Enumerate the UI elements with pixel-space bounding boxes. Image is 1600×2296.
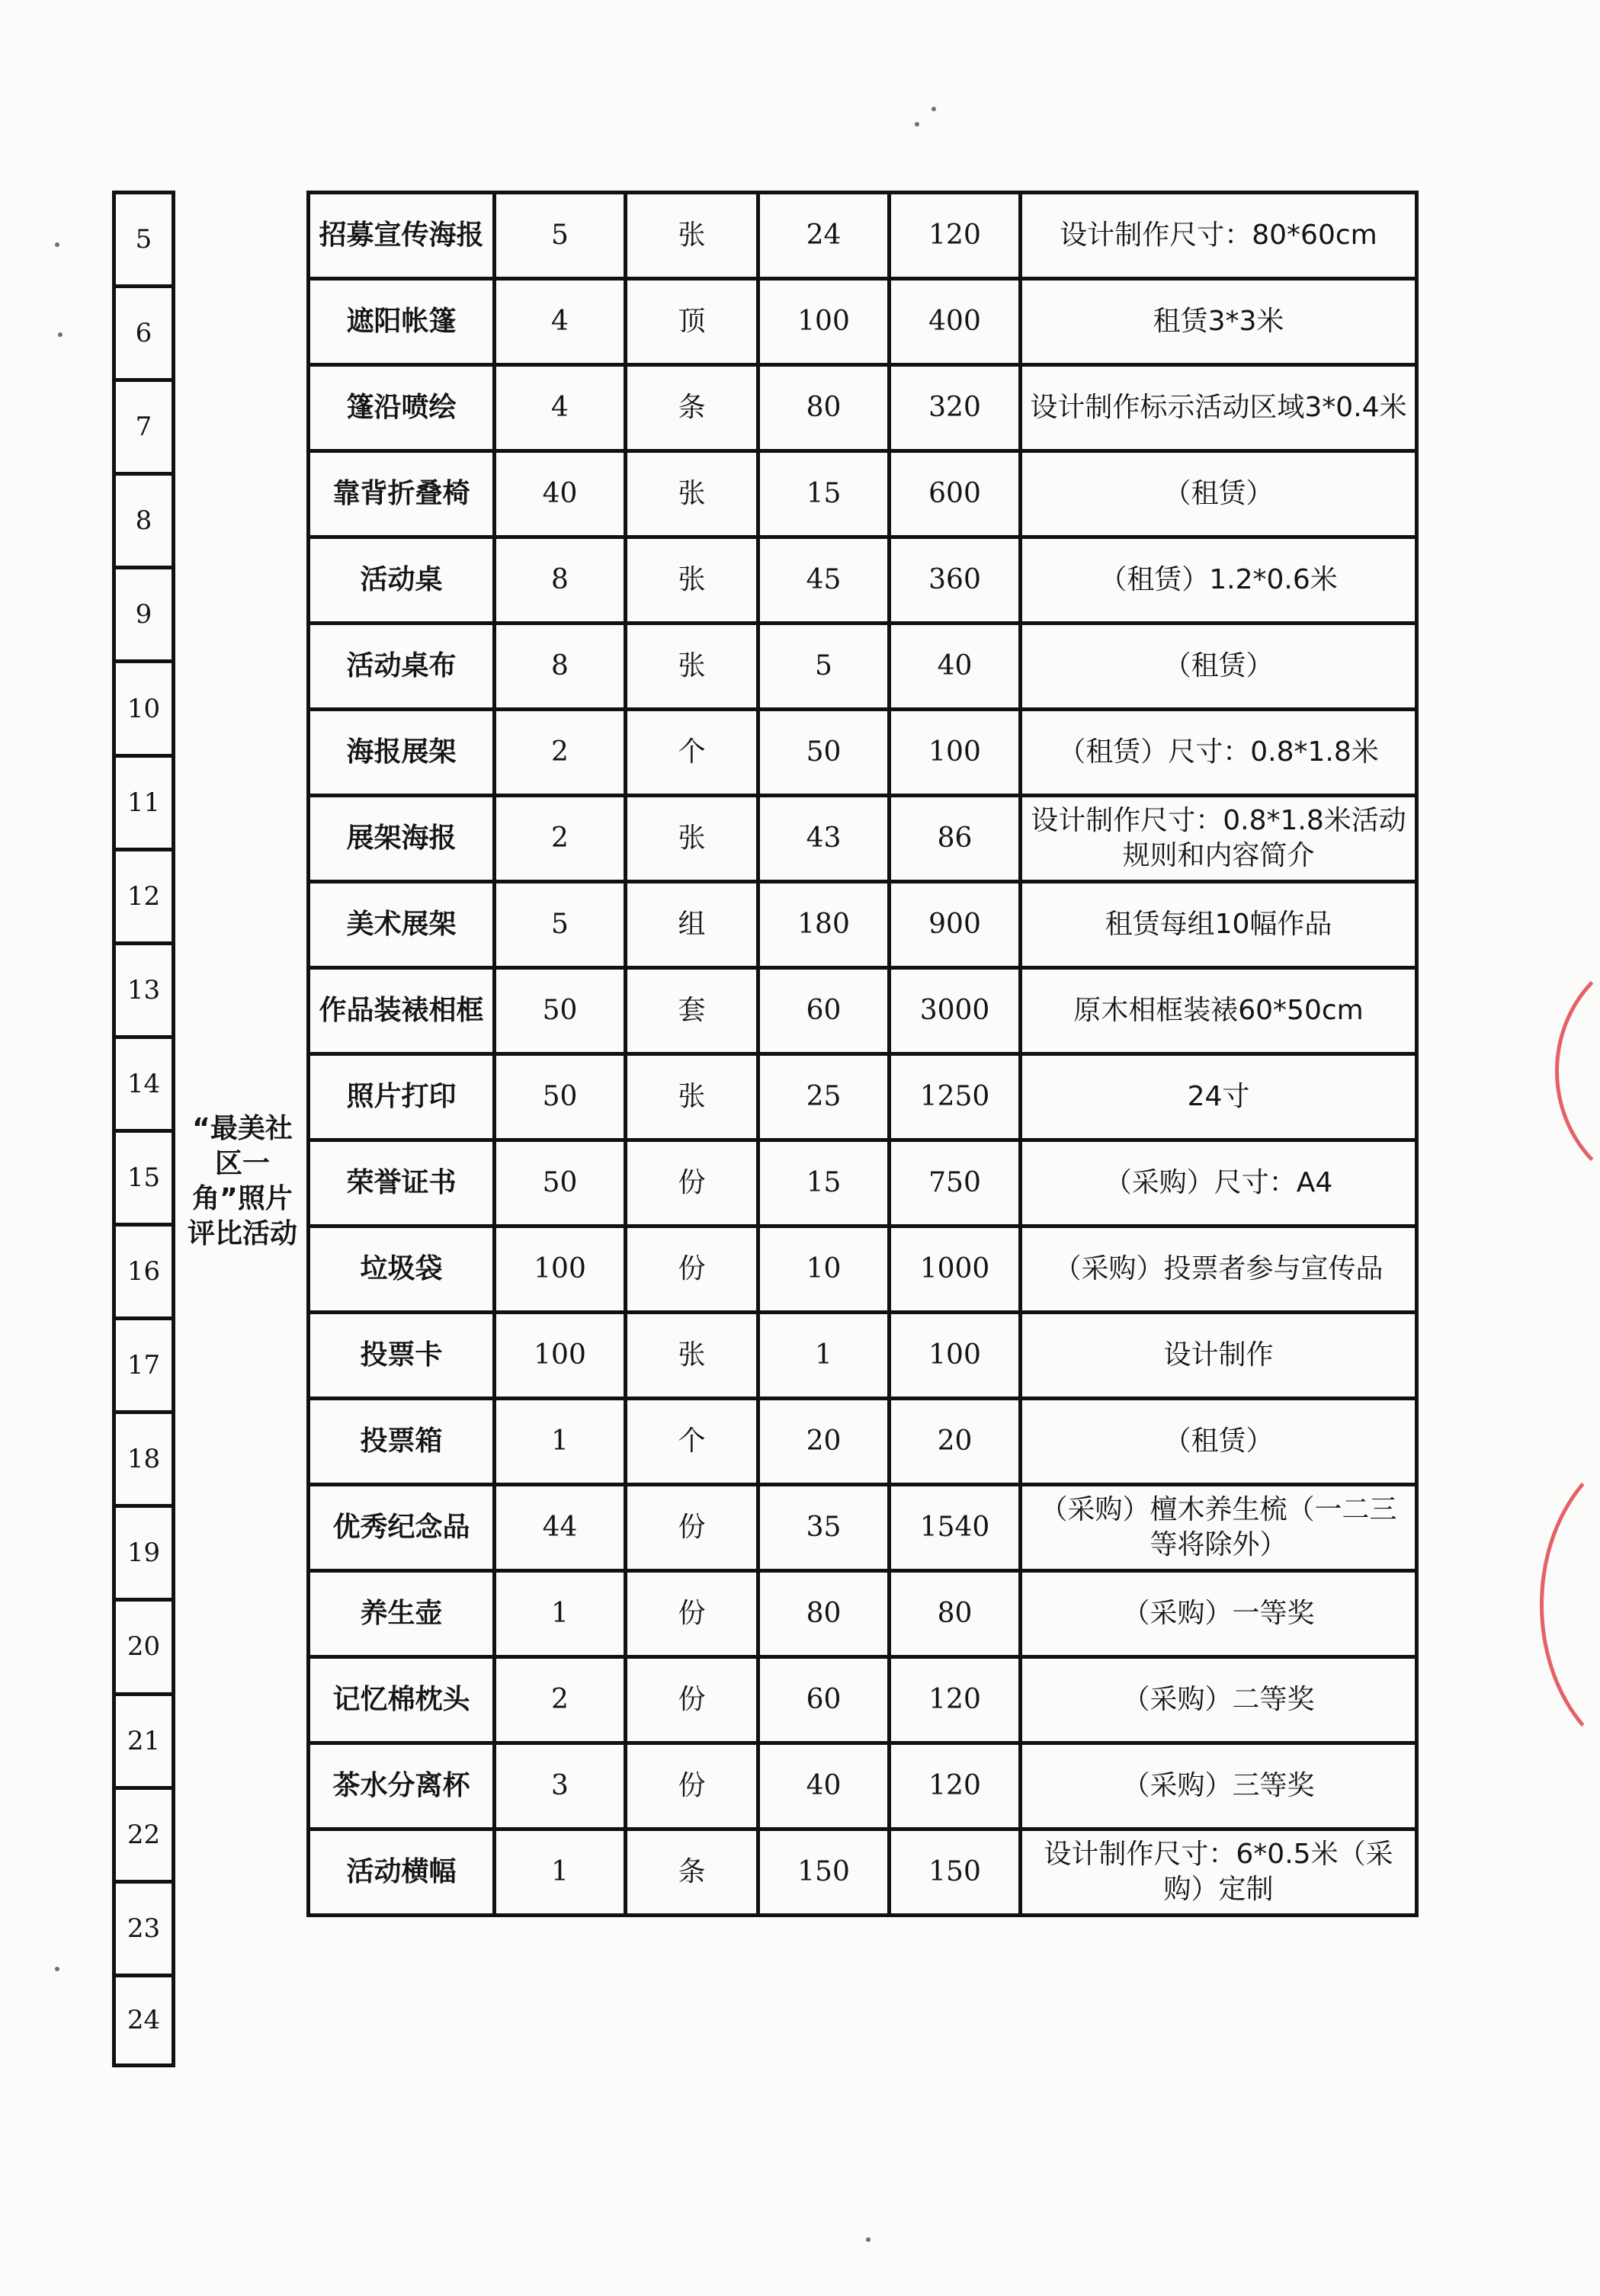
item-unit: 组 [626, 882, 758, 968]
item-name: 优秀纪念品 [309, 1485, 495, 1571]
item-note: 设计制作尺寸：80*60cm [1021, 193, 1417, 279]
item-name: 遮阳帐篷 [309, 279, 495, 365]
table-row [309, 1485, 1417, 1571]
item-name: 投票箱 [309, 1399, 495, 1485]
scan-speck [915, 122, 919, 127]
table-row [309, 1399, 1417, 1485]
item-quantity: 3 [495, 1743, 626, 1829]
item-unit-price: 20 [758, 1399, 890, 1485]
item-note: （采购）投票者参与宣传品 [1021, 1227, 1417, 1313]
table-row [309, 537, 1417, 624]
item-unit-price: 180 [758, 882, 890, 968]
row-number: 16 [116, 1223, 172, 1316]
item-unit: 份 [626, 1227, 758, 1313]
item-total: 900 [890, 882, 1021, 968]
item-note: （采购）檀木养生梳（一二三等将除外） [1021, 1485, 1417, 1571]
item-unit: 顶 [626, 279, 758, 365]
row-number: 9 [116, 566, 172, 659]
item-name: 展架海报 [309, 796, 495, 882]
table-row [309, 968, 1417, 1054]
item-quantity: 100 [495, 1227, 626, 1313]
activity-group-label [177, 1029, 308, 1334]
item-unit-price: 40 [758, 1743, 890, 1829]
item-name: 茶水分离杯 [309, 1743, 495, 1829]
row-number: 5 [116, 191, 172, 284]
table-row [309, 1227, 1417, 1313]
item-unit: 份 [626, 1571, 758, 1657]
row-number: 18 [116, 1410, 172, 1504]
item-quantity: 5 [495, 882, 626, 968]
item-unit-price: 15 [758, 451, 890, 537]
item-unit: 份 [626, 1140, 758, 1227]
table-row [309, 1140, 1417, 1227]
table-row [309, 710, 1417, 796]
row-number-column [112, 191, 175, 2067]
item-unit: 张 [626, 451, 758, 537]
item-unit-price: 80 [758, 365, 890, 451]
item-total: 120 [890, 193, 1021, 279]
item-total: 150 [890, 1829, 1021, 1916]
item-note: 原木相框装裱60*50cm [1021, 968, 1417, 1054]
item-unit: 个 [626, 710, 758, 796]
item-unit-price: 150 [758, 1829, 890, 1916]
item-note: 设计制作尺寸：6*0.5米（采购）定制 [1021, 1829, 1417, 1916]
item-total: 100 [890, 1313, 1021, 1399]
item-unit-price: 60 [758, 968, 890, 1054]
scan-speck [866, 2237, 871, 2242]
item-name: 荣誉证书 [309, 1140, 495, 1227]
item-total: 40 [890, 624, 1021, 710]
item-total: 80 [890, 1571, 1021, 1657]
item-unit-price: 43 [758, 796, 890, 882]
table-row [309, 365, 1417, 451]
item-quantity: 40 [495, 451, 626, 537]
item-total: 100 [890, 710, 1021, 796]
item-note: 24寸 [1021, 1054, 1417, 1140]
item-note: （租赁）尺寸：0.8*1.8米 [1021, 710, 1417, 796]
item-quantity: 44 [495, 1485, 626, 1571]
red-seal-stamp [1540, 1441, 1600, 1768]
item-quantity: 2 [495, 710, 626, 796]
item-note: 租赁3*3米 [1021, 279, 1417, 365]
item-total: 120 [890, 1657, 1021, 1743]
item-quantity: 1 [495, 1571, 626, 1657]
item-unit: 个 [626, 1399, 758, 1485]
item-unit-price: 35 [758, 1485, 890, 1571]
item-total: 360 [890, 537, 1021, 624]
item-name: 投票卡 [309, 1313, 495, 1399]
item-note: 设计制作标示活动区域3*0.4米 [1021, 365, 1417, 451]
item-unit: 条 [626, 1829, 758, 1916]
item-total: 600 [890, 451, 1021, 537]
item-name: 养生壶 [309, 1571, 495, 1657]
item-unit-price: 45 [758, 537, 890, 624]
activity-group-text: “最美社区一角”照片评比活动 [187, 1113, 297, 1249]
item-note: （采购）三等奖 [1021, 1743, 1417, 1829]
item-name: 活动桌布 [309, 624, 495, 710]
row-number: 7 [116, 378, 172, 472]
row-number: 19 [116, 1504, 172, 1598]
item-unit-price: 60 [758, 1657, 890, 1743]
row-number: 20 [116, 1598, 172, 1692]
item-quantity: 4 [495, 365, 626, 451]
item-quantity: 1 [495, 1399, 626, 1485]
table-row [309, 1054, 1417, 1140]
table-row [309, 1571, 1417, 1657]
item-quantity: 50 [495, 1140, 626, 1227]
item-name: 篷沿喷绘 [309, 365, 495, 451]
item-unit: 条 [626, 365, 758, 451]
item-unit: 张 [626, 796, 758, 882]
item-note: （租赁） [1021, 624, 1417, 710]
item-quantity: 1 [495, 1829, 626, 1916]
item-unit: 份 [626, 1485, 758, 1571]
row-number: 21 [116, 1692, 172, 1786]
item-total: 750 [890, 1140, 1021, 1227]
item-name: 美术展架 [309, 882, 495, 968]
item-quantity: 5 [495, 193, 626, 279]
item-note: 设计制作尺寸：0.8*1.8米活动规则和内容简介 [1021, 796, 1417, 882]
item-total: 400 [890, 279, 1021, 365]
item-note: （采购）尺寸：A4 [1021, 1140, 1417, 1227]
table-row [309, 193, 1417, 279]
item-name: 作品装裱相框 [309, 968, 495, 1054]
row-number: 13 [116, 941, 172, 1035]
item-total: 20 [890, 1399, 1021, 1485]
table-row [309, 624, 1417, 710]
item-unit: 套 [626, 968, 758, 1054]
row-number: 22 [116, 1786, 172, 1880]
item-unit-price: 10 [758, 1227, 890, 1313]
row-number: 17 [116, 1316, 172, 1410]
item-unit: 张 [626, 1313, 758, 1399]
table-row [309, 279, 1417, 365]
item-total: 320 [890, 365, 1021, 451]
item-name: 记忆棉枕头 [309, 1657, 495, 1743]
item-unit-price: 5 [758, 624, 890, 710]
table-row [309, 882, 1417, 968]
item-unit: 张 [626, 537, 758, 624]
item-unit-price: 1 [758, 1313, 890, 1399]
item-note: （租赁） [1021, 1399, 1417, 1485]
table-row [309, 1743, 1417, 1829]
row-number: 6 [116, 284, 172, 378]
item-unit: 份 [626, 1743, 758, 1829]
item-name: 活动桌 [309, 537, 495, 624]
item-unit-price: 50 [758, 710, 890, 796]
item-unit: 份 [626, 1657, 758, 1743]
item-quantity: 4 [495, 279, 626, 365]
item-quantity: 2 [495, 796, 626, 882]
item-quantity: 8 [495, 624, 626, 710]
scan-speck [931, 107, 936, 111]
item-unit-price: 24 [758, 193, 890, 279]
item-quantity: 100 [495, 1313, 626, 1399]
row-number: 23 [116, 1880, 172, 1974]
item-total: 120 [890, 1743, 1021, 1829]
red-seal-stamp [1555, 945, 1600, 1197]
item-quantity: 2 [495, 1657, 626, 1743]
item-name: 垃圾袋 [309, 1227, 495, 1313]
table-row [309, 1313, 1417, 1399]
scan-speck [55, 1967, 59, 1971]
budget-items-table [306, 191, 1419, 1917]
item-name: 活动横幅 [309, 1829, 495, 1916]
item-note: （采购）一等奖 [1021, 1571, 1417, 1657]
row-number: 8 [116, 472, 172, 566]
item-unit: 张 [626, 624, 758, 710]
row-number: 15 [116, 1129, 172, 1223]
table-row [309, 1829, 1417, 1916]
item-name: 靠背折叠椅 [309, 451, 495, 537]
item-unit: 张 [626, 193, 758, 279]
item-unit-price: 25 [758, 1054, 890, 1140]
item-name: 照片打印 [309, 1054, 495, 1140]
item-unit-price: 15 [758, 1140, 890, 1227]
item-total: 1000 [890, 1227, 1021, 1313]
item-unit-price: 80 [758, 1571, 890, 1657]
row-number: 24 [116, 1974, 172, 2067]
scan-speck [55, 242, 59, 247]
item-quantity: 8 [495, 537, 626, 624]
item-note: （租赁） [1021, 451, 1417, 537]
scan-speck [58, 332, 63, 337]
row-number: 14 [116, 1035, 172, 1129]
table-row [309, 796, 1417, 882]
row-number: 12 [116, 848, 172, 941]
item-quantity: 50 [495, 968, 626, 1054]
row-number: 10 [116, 659, 172, 753]
item-note: （采购）二等奖 [1021, 1657, 1417, 1743]
table-row [309, 1657, 1417, 1743]
item-unit: 张 [626, 1054, 758, 1140]
item-note: 租赁每组10幅作品 [1021, 882, 1417, 968]
item-note: （租赁）1.2*0.6米 [1021, 537, 1417, 624]
table-row [309, 451, 1417, 537]
item-unit-price: 100 [758, 279, 890, 365]
item-quantity: 50 [495, 1054, 626, 1140]
item-name: 海报展架 [309, 710, 495, 796]
item-total: 1540 [890, 1485, 1021, 1571]
item-name: 招募宣传海报 [309, 193, 495, 279]
row-number: 11 [116, 754, 172, 848]
item-total: 1250 [890, 1054, 1021, 1140]
item-total: 86 [890, 796, 1021, 882]
item-note: 设计制作 [1021, 1313, 1417, 1399]
item-total: 3000 [890, 968, 1021, 1054]
